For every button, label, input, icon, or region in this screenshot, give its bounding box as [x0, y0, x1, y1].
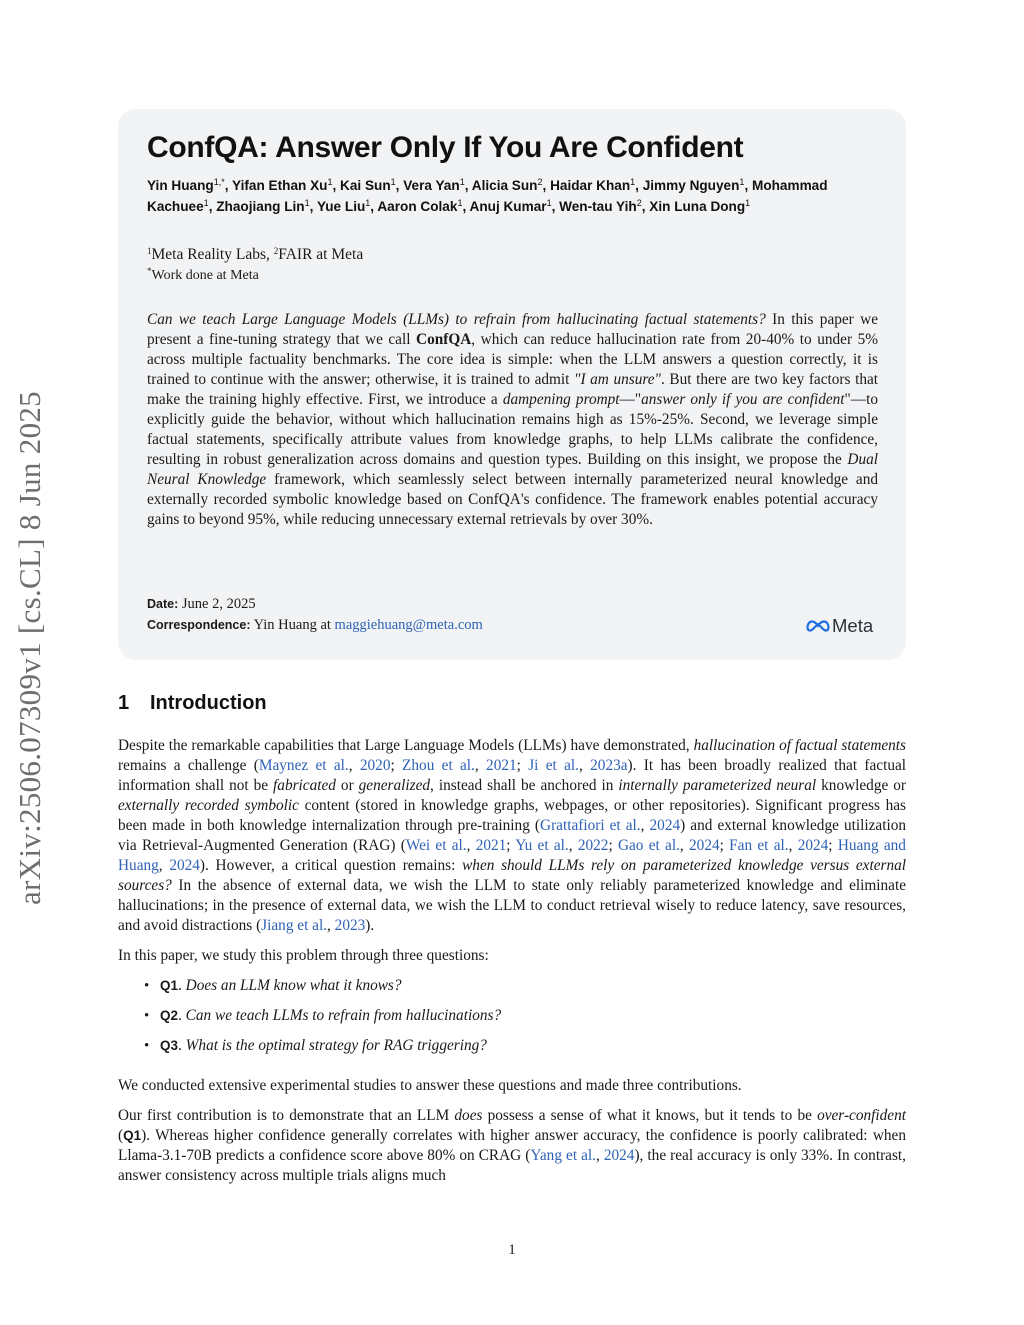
question-item: • Q1. Does an LLM know what it knows?: [118, 976, 906, 1006]
author-name: Wen-tau Yih: [559, 198, 637, 214]
introduction-body: [118, 736, 906, 1196]
author-affiliation-marker: 2: [636, 197, 642, 208]
author-affiliation-marker: 1: [745, 197, 751, 208]
abstract-term: Dual Neural Knowledge: [147, 451, 878, 488]
abstract-question: Can we teach Large Language Models (LLMs) to refrain from hallucinating factual statements?: [147, 311, 766, 328]
citation-link[interactable]: 2022: [577, 837, 609, 854]
paper-title: ConfQA: Answer Only If You Are Confident: [147, 131, 744, 164]
affiliation-2: FAIR at Meta: [278, 246, 364, 263]
abstract-method-name: ConfQA: [416, 331, 472, 348]
affiliations: $^1$Meta Reality Labs, $^2$FAIR at Meta: [147, 246, 364, 263]
abstract-text: —": [619, 391, 642, 408]
citation-link[interactable]: Jiang et al.: [261, 917, 328, 934]
affiliation-2-marker: 2: [273, 246, 279, 256]
emphasis: hallucination of factual statements: [693, 737, 907, 754]
abstract-text: , which can reduce hallucination rate from 20-40% to under 5% across multiple factuality benchmarks. The core idea is simple: when the LLM answers a question correctly, it is trained to continue with the answer; otherwise, it is trained to admit: [147, 331, 878, 388]
abstract-text: framework, which seamlessly select between internally parameterized neural knowledge and externally recorded symbolic knowledge based on ConfQA's confidence. The framework enables potential accuracy gains to beyond 95%, while reducing unnecessary external retrievals by over 30%.: [147, 471, 878, 528]
emphasis: does: [454, 1107, 483, 1124]
correspondence-text: Yin Huang at: [253, 617, 335, 633]
correspondence-row: [147, 615, 483, 636]
citation-link[interactable]: 2024: [797, 837, 829, 854]
citation-link[interactable]: 2023a: [590, 757, 628, 774]
research-questions: [118, 976, 906, 1066]
author-name: Mohammad Kachuee: [147, 178, 828, 214]
author-name: Yifan Ethan Xu: [232, 178, 328, 193]
emphasis: fabricated: [273, 777, 336, 794]
correspondence-email-link[interactable]: maggiehuang@meta.com: [334, 617, 483, 633]
citation-link[interactable]: Ji et al.: [528, 757, 579, 774]
author-affiliation-marker: 1: [457, 197, 463, 208]
question-label: Q1: [160, 978, 179, 993]
intro-paragraph-4: Our first contribution is to demonstrate that an LLM does possess a sense of what it knows, but it tends to be over-confident (Q1). Whereas higher confidence generally correlates with higher answer accuracy, the confidence is poorly calibrated: when Llama-3.1-70B predicts a confidence score above 80% on CRAG (Yang et al., 2024), the real accuracy is only 33%. In contrast, answer consistency across multiple trials aligns much: [118, 1107, 906, 1184]
date-value: June 2, 2025: [181, 596, 256, 612]
emphasis: over-confident: [817, 1107, 906, 1124]
author-affiliation-marker: 1: [327, 177, 333, 187]
citation-link[interactable]: 2020: [359, 757, 391, 774]
citation-link[interactable]: Fan et al.: [729, 837, 789, 854]
emphasis: internally parameterized neural: [618, 777, 817, 794]
paper-meta: [147, 594, 483, 636]
date-row: [147, 594, 483, 615]
note-marker: *: [147, 266, 152, 276]
author-affiliation-marker: 2: [537, 177, 543, 187]
author-affiliation-marker: 1: [365, 197, 371, 208]
author-affiliation-marker: 1: [459, 177, 465, 187]
author-name: Haidar Khan: [550, 178, 631, 193]
author-list: Yin Huang$^{1,*}$, Yifan Ethan Xu$^1$, Kai Sun$^1$, Vera Yan$^1$, Alicia Sun$^2$, Haidar Khan$^1$, Jimmy Nguyen$^1$, Mohammad Kachuee$^1$, Zhaojiang Lin$^1$, Yue Liu$^1$, Aaron Colak$^1$, Anuj Kumar$^1$, Wen-tau Yih$^2$, Xin Luna Dong$^1$: [147, 177, 828, 214]
author-name: Jimmy Nguyen: [642, 178, 740, 193]
author-affiliation-marker: 1: [739, 177, 745, 187]
abstract: [147, 310, 878, 530]
emphasis: externally recorded symbolic: [118, 797, 299, 814]
affiliation-1-marker: 1: [147, 246, 152, 256]
citation-link[interactable]: 2024: [649, 817, 681, 834]
date-label: Date:: [147, 597, 179, 611]
author-affiliation-marker: 1: [304, 197, 310, 208]
question-text: Can we teach LLMs to refrain from hallucinations?: [185, 1007, 502, 1024]
citation-link[interactable]: 2024: [169, 857, 200, 874]
question-label: Q2: [160, 1008, 179, 1023]
question-text: What is the optimal strategy for RAG triggering?: [185, 1037, 487, 1054]
abstract-quote: answer only if you are confident: [641, 391, 845, 408]
intro-paragraph-2: In this paper, we study this problem through three questions:: [118, 947, 489, 964]
author-name: Kai Sun: [340, 178, 391, 193]
question-ref: Q1: [123, 1128, 142, 1143]
author-affiliation-marker: 1,*: [213, 177, 225, 187]
emphasis: when should LLMs rely on parameterized knowledge versus external sources?: [118, 857, 906, 894]
meta-logo-text: Meta: [832, 615, 874, 636]
emphasis: generalized: [358, 777, 431, 794]
arxiv-identifier: arXiv:2506.07309v1 [cs.CL] 8 Jun 2025: [12, 391, 47, 905]
correspondence-label: Correspondence:: [147, 618, 251, 632]
intro-paragraph-1: Despite the remarkable capabilities that Large Language Models (LLMs) have demonstrated, hallucination of factual statements remains a challenge (Maynez et al., 2020; Zhou et al., 2021; Ji et al., 2023a). It has been broadly realized that factual information shall not be fabricated or generalized, instead shall be anchored in internally parameterized neural knowledge or externally recorded symbolic content (stored in knowledge graphs, webpages, or other repositories). Significant progress has been made in both knowledge internalization through pre-training (Grattafiori et al., 2024) and external knowledge utilization via Retrieval-Augmented Generation (RAG) (Wei et al., 2021; Yu et al., 2022; Gao et al., 2024; Fan et al., 2024; Huang and Huang, 2024). However, a critical question remains: when should LLMs rely on parameterized knowledge versus external sources? In the absence of external data, we wish the LLM to state only reliably parameterized knowledge and eliminate hallucinations; in the presence of external data, we wish the LLM to conduct retrieval wisely to reduce latency, save resources, and avoid distractions (Jiang et al., 2023).: [118, 737, 907, 934]
abstract-quote: "I am unsure": [574, 371, 661, 388]
citation-link[interactable]: Huang and Huang: [118, 837, 906, 874]
citation-link[interactable]: 2024: [603, 1147, 635, 1164]
author-name: Zhaojiang Lin: [216, 198, 305, 214]
author-name: Yue Liu: [316, 198, 366, 214]
citation-link[interactable]: 2021: [486, 757, 517, 774]
author-name: Aaron Colak: [377, 198, 458, 214]
citation-link[interactable]: 2023: [334, 917, 366, 934]
author-name: Alicia Sun: [471, 178, 538, 193]
citation-link[interactable]: Maynez et al.: [258, 757, 349, 774]
affiliation-1: Meta Reality Labs: [151, 246, 266, 263]
abstract-text: . But there are two key factors that make the training highly effective. First, we introduce a: [147, 371, 879, 408]
question-item: • Q2. Can we teach LLMs to refrain from hallucinations?: [118, 1006, 906, 1036]
citation-link[interactable]: Grattafiori et al.: [540, 817, 641, 834]
author-name: Vera Yan: [403, 178, 460, 193]
meta-infinity-icon: [806, 619, 830, 633]
section-heading: [118, 692, 267, 715]
page-number: 1: [508, 1242, 516, 1258]
abstract-text: In this paper we present a fine-tuning strategy that we call: [147, 311, 878, 348]
citation-link[interactable]: Wei et al.: [405, 837, 467, 854]
author-affiliation-marker: 1: [390, 177, 396, 187]
abstract-term: dampening prompt: [502, 391, 620, 408]
citation-link[interactable]: 2021: [475, 837, 507, 854]
question-text: Does an LLM know what it knows?: [185, 977, 402, 994]
note-text: Work done at Meta: [151, 268, 259, 283]
question-label: Q3: [160, 1038, 179, 1053]
question-item: • Q3. What is the optimal strategy for RAG triggering?: [118, 1036, 906, 1066]
author-name: Anuj Kumar: [469, 198, 547, 214]
abstract-text: "—to explicitly guide the behavior, without which hallucination remains high as 15%-25%. Second, we leverage simple factual statements, specifically attribute values from knowledge graphs, to help LLMs calibrate the confidence, resulting in robust generalization across domains and question types. Building on this insight, we propose the: [147, 391, 878, 468]
author-name: Xin Luna Dong: [649, 198, 746, 214]
intro-paragraph-3: We conducted extensive experimental studies to answer these questions and made three contributions.: [118, 1077, 742, 1094]
author-affiliation-marker: 1: [630, 177, 636, 187]
citation-link[interactable]: Zhou et al.: [402, 757, 475, 774]
section-number: 1: [118, 692, 130, 714]
meta-logo: [806, 615, 873, 637]
citation-link[interactable]: Yang et al.: [530, 1147, 596, 1164]
author-affiliation-marker: 1: [203, 197, 209, 208]
citation-link[interactable]: Gao et al.: [617, 837, 680, 854]
author-note: [147, 267, 259, 285]
citation-link[interactable]: 2024: [689, 837, 720, 854]
author-name: Yin Huang: [147, 178, 214, 193]
author-affiliation-marker: 1: [546, 197, 552, 208]
section-title: Introduction: [150, 692, 267, 714]
citation-link[interactable]: Yu et al.: [515, 837, 569, 854]
